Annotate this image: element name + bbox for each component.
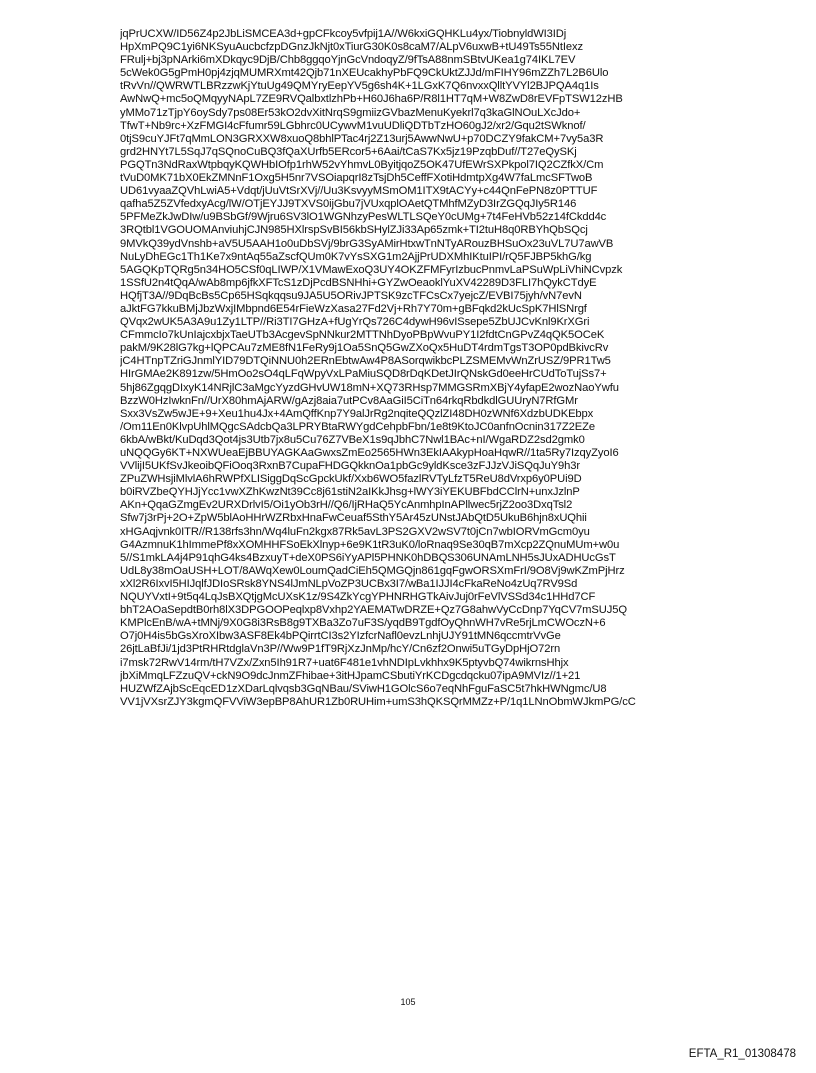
text-line: bhT2AOaSepdtB0rh8lX3DPGOOPeqlxp8Vxhp2YAEMATwDRZE+Qz7G8ahwVyCcDnp7YqCV7mSUJ5Q (120, 604, 627, 617)
text-line: Sxx3VsZw5wJE+9+Xeu1hu4Jx+4AmQffKnp7Y9alJrRg2nqiteQQzlZI48DH0zWNf6XdzbUDKEbpx (120, 407, 594, 420)
text-line: 5//S1mkLA4j4P91qhG4ks4BzxuyT+deX0PS6iYyAPl5PHNK0hDBQS306UNAmLNH5sJUxADHUcGsT (120, 551, 616, 564)
document-id: EFTA_R1_01308478 (688, 1048, 796, 1060)
text-line: aJktFG7kkuBMjJbzWxjIMbpnd6E54rFieWzXasa27Fd2Vj+Rh7Y70m+gBFqkd2kUcSpK7HlSNrgf (120, 302, 587, 315)
text-line: TfwT+Nb9rc+XzFMGI4cFfumr59LGbhrc0UCywvM1vuUDliQDTbTzHO60gJ2/xr2/Gqu2tSWknof/ (120, 119, 586, 132)
text-line: tRvVn//QWRWTLBRzzwKjYtuUg49QMYryEepYV5g6sh4K+1LGxK7Q6nvxxQlltYVYl2BJPQA4q1Is (120, 80, 599, 93)
text-line: tVuD0MK71bX0EkZMNnF1Oxg5H5nr7VSOiapqrI8zTsjDh5CeffFXotiHdmtpXg4W7faLmcSFTwoB (120, 172, 593, 185)
text-line: xXl2R6IxvI5HIJqlfJDIoSRsk8YNS4lJmNLpVoZP3UCBx3I7/wBa1IJJI4cFkaReNo4zUq7RV9Sd (120, 577, 578, 590)
text-line: PGQTn3NdRaxWtpbqyKQWHbIOfp1rhW52vYhmvL0ByitjqoZ5OK47UfEWrSXPkpol7IQ2CZfkX/Cm (120, 158, 604, 171)
text-line: jbXiMmqLFZzuQV+ckN9O9dcJnmZFhibae+3itHJpamCSbutiYrKCDgcdqcku07ipA9MVIz//1+21 (120, 669, 581, 682)
text-line: HQfjT3A//9DqBcBs5Cp65HSqkqqsu9JA5U5ORivJPTSK9zcTFCsCx7yejcZ/EVBI75jyh/vN7evN (120, 289, 582, 302)
text-line: /Om11En0KlvpUhlMQgcSAdcbQa3LPRYBtaRWYgdCehpbFbn/1e8t9KtoJC0anfnOcnin317Z2EZe (120, 420, 595, 433)
text-line: 0tjS9cuYJFt7qMmLON3GRXXW8xuoQ8bhlPTac4rj2Z13urj5AwwNwU+p70DCZY9fakCM+7vy5a3R (120, 132, 604, 145)
text-line: HUZWfZAjbScEqcED1zXDarLqlvqsb3GqNBau/SViwH1GOlcS6o7eqNhFguFaSC5t7hkHWNgmc/U8 (120, 682, 607, 695)
text-line: AwNwQ+mc5oQMqyyNApL7ZE9RVQalbxtlzhPb+H60J6ha6P/R8l1HT7qM+W8ZwD8rEVFpTSW12zHB (120, 93, 623, 106)
text-line: 6kbA/wBkt/KuDqd3Qot4js3Utb7jx8u5Cu76Z7VBeX1s9qJbhC7Nwl1BAc+nI/WgaRDZ2sd2gmk0 (120, 433, 585, 446)
text-line: 9MVkQ39ydVnshb+aV5U5AAH1o0uDbSVj/9brG3SyAMirHtxwTnNTyARouzBHSuOx23uVL7U7awVB (120, 237, 614, 250)
text-line: i7msk72RwV14rm/tH7VZx/Zxn5Ih91R7+uat6F481e1vhNDIpLvkhhx9K5ptyvbQ74wikrnsHhjx (120, 656, 569, 669)
text-line: b0iRVZbeQYHJjYcc1vwXZhKwzNt39Cc8j61stiN2aIKkJhsg+lWY3iYEKUBFbdCClrN+unxJzlnP (120, 486, 580, 499)
text-line: xHGAqjvnk0ITR//R138rfs3hn/Wq4luFn2kgx87Rk5avL3PS2GXV2wSV7t0jCn7wbIORVmGcm0yu (120, 525, 590, 538)
text-line: 3RQtbl1VGOUOMAnviuhjCJN985HXlrspSvBI56kbSHylZJi33Ap65zmk+TI2tuH8q0RBYhQbSQcj (120, 224, 588, 237)
text-line: NQUYVxtI+9t5q4LqJsBXQtjgMcUXsK1z/9S4ZkYcgYPHNRHGTkAivJuj0rFeVlVSSd34c1HHd7CF (120, 591, 596, 604)
text-line: KMPlcEnB/wA+tMNj/9X0G8i3RsB8g9TXBa3Zo7uF3S/yqdB9TgdfOyQhnWH7vRe5rjLmCWOczN+6 (120, 617, 606, 630)
text-line: Sfw7j3rPj+2O+ZpW5blAoHHrWZRbxHnaFwCeuaf5SthY5Ar45zUNstJAbQtD5UkuB6hjn8xUQhii (120, 512, 587, 525)
text-line: UD61vyaaZQVhLwiA5+Vdqt/jUuVtSrXVj//Uu3KsvyyMSmOM1ITX9tACYy+c44QnFePN8z0PTTUF (120, 185, 598, 198)
text-line: FRulj+bj3pNArki6mXDkqyc9DjB/Chb8ggqoYjnGcVndoqyZ/9fTsA88nmSBtvUKea1g74IKL7EV (120, 54, 576, 67)
text-line: G4AzmnuK1hImmePf8xXOMHHFSoEkXlnyp+6e9K1tR3uK0/loRnaq9Se30qB7mXcp2ZQnuMUm+w0u (120, 538, 620, 551)
text-line: BzzW0HzIwknFn//UrX80hmAjARW/gAzj8aia7utPCv8AaGiI5CiTn64rkqRbdkdlGUUryN7RfGMr (120, 394, 578, 407)
encoded-text-block (120, 28, 730, 709)
text-line: VV1jVXsrZJY3kgmQFVViW3epBP8AhUR1Zb0RUHim+umS3hQKSQrMMZz+P/1q1LNnObmWJkmPG/cC (120, 695, 636, 708)
text-line: qafha5Z5ZVfedxyAcg/lW/OTjEYJJ9TXVS0ijGbu7jVUxqplOAetQTMhfMZyD3IrZGQqJIy5R146 (120, 198, 577, 211)
text-line: AKn+QqaGZmgEv2URXDrlvI5/Oi1yOb3rH//Q6/IjRHaQ5YcAnmhpInAPllwec5rjZ2oo3DxqTsl2 (120, 499, 573, 512)
text-line: jC4HTnpTZriGJnmlYID79DTQiNNU0h2ERnEbtwAw4P8ASorqwikbcPLZSMEMvWnZrUSZ/9PR1Tw5 (120, 355, 611, 368)
text-line: HpXmPQ9C1yi6NKSyuAucbcfzpDGnzJkNjt0xTiurG30K0s8caM7/ALpV6uxwB+tU49Ts55NtIexz (120, 41, 583, 54)
text-line: grd2HNYt7L5SqJ7qSQnoCuBQ3fQaXUrfb5ERcor5+6Aai/tCaS7Kx5jz19PzqbDuf//T27eQySKj (120, 145, 577, 158)
text-line: 5PFMeZkJwDIw/u9BSbGf/9Wjru6SV3lO1WGNhzyPesWLTLSQeY0cUMg+7t4FeHVb52z14fCkdd4c (120, 211, 607, 224)
text-line: QVqx2wUK5A3A9u1Zy1LTP//Ri3TI7GHzA+fUgYrQs726C4dywH96vISsepe5ZbUJCvKnl9KrXGri (120, 316, 590, 329)
text-line: uNQQGy6KT+NXWUeaEjBBUYAGKAaGwxsZmEo2565HWn3EkIAAkypHoaHqwR//1ta5Ry7IzqyZyoI6 (120, 447, 619, 459)
text-line: 26jtLaBfJi/1jd3PtRHRtdglaVn3P//Ww9P1fT9RjXzJnMp/hcY/Cn6zf2Onwi5uTGyDpHjO72rn (120, 643, 561, 656)
text-line: 1SSfU2n4tQqA/wAb8mp6jfkXFTcS1zDjPcdBSNHhi+GYZwOeaoklYuXV42289D3FLI7hQykCTdyE (120, 276, 597, 289)
text-line: UdL8y38mOaUSH+LOT/8AWqXew0LoumQadCiEh5QMGQjn861gqFgwORSXmFrI/9O8Vj9wKZmPjHrz (120, 564, 625, 577)
text-line: jqPrUCXW/ID56Z4p2JbLiSMCEA3d+gpCFkcoy5vfpij1A//W6kxiGQHKLu4yx/TiobnyldWI3IDj (120, 28, 567, 40)
text-line: VVlijI5UKfSvJkeoibQFiOoq3RxnB7CupaFHDGQkknOa1pbGc9yldKsce3zFJJzVJiSQqJuY9h3r (120, 460, 580, 473)
page-number: 105 (400, 997, 416, 1007)
text-line: 5hj86ZgqgDIxyK14NRjlC3aMgcYyzdGHvUW18mN+XQ73RHsp7MMGSRmXBjY4yfapE2wozNaoYwfu (120, 381, 619, 394)
text-line: ZPuZWHsjiMlvlA6hRWPfXLISiggDqScGpckUkf/Xxb6WO5fazlRVTyLfzT5ReU8dVrxp6y0PUi9D (120, 473, 582, 486)
text-line: 5cWek0G5gPmH0pj4zjqMUMRXmt42Qjb71nXEUcakhyPbFQ9CkUktZJJd/mFIHY96mZZh7L2B6Ulo (120, 67, 609, 80)
text-line: pakM/9K28lG7kg+lQPCAu7zME8fN1FeRy9j1Oa5SnQ5GwZXoQx5HuDT4rdmTgsT3OP0pdBkivcRv (120, 342, 609, 355)
text-line: CFmmcIo7kUnIajcxbjxTaeUTb3AcgevSpNNkur2MTTNhDyoPBpWvuPY1I2fdtCnGPvZ4qQK5OCeK (120, 329, 605, 342)
text-line: HIrGMAe2K891zw/5HmOo2sO4qLFqWpyVxLPaMiuSQD8rDqKDetJIrQNskGd0eeHrCUdToTujSs7+ (120, 368, 607, 381)
text-line: O7j0H4is5bGsXroXIbw3ASF8Ek4bPQirrtCI3s2YIzfcrNafl0evzLnhjUJY91tMN6qccmtrVvGe (120, 630, 561, 643)
text-line: yMMo71zTjpY6oySdy7ps08Er53kO2dvXitNrqS9gmiizGVbazMenuKyekrl7q3kaGlNOuLXcJdo+ (120, 106, 581, 119)
text-line: NuLyDhEGc1Th1Ke7x9ntAq55aZscfQUm0K7vYsSXG1m2AjjPrUDXMhIKtuIPI/rQ5FJBP5khG/kg (120, 250, 592, 263)
text-line: 5AGQKpTQRg5n34HO5CSf0qLIWP/X1VMawExoQ3UY4OKZFMFyrIzbucPnmvLaPSuWpLiVhiNCvpzk (120, 263, 623, 276)
